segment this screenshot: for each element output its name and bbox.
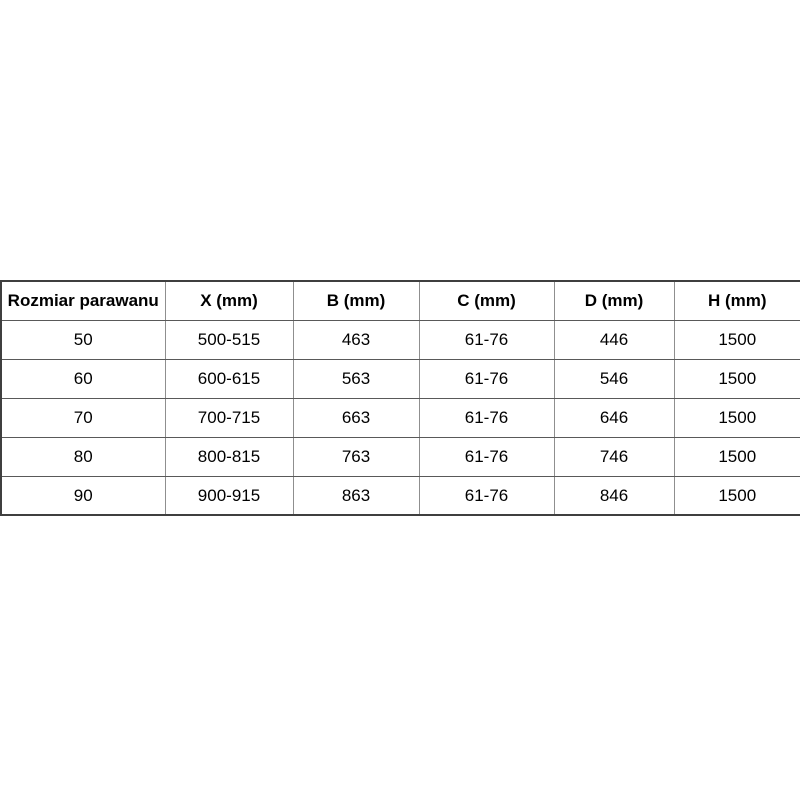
table-cell: 61-76: [419, 398, 554, 437]
column-header-d-mm: D (mm): [554, 281, 674, 320]
table-cell: 61-76: [419, 320, 554, 359]
table-cell: 900-915: [165, 476, 293, 515]
table-cell: 1500: [674, 320, 800, 359]
table-body: [1, 320, 800, 515]
table-cell: 60: [1, 359, 165, 398]
table-cell: 80: [1, 437, 165, 476]
table-cell: 500-515: [165, 320, 293, 359]
table-cell: 61-76: [419, 476, 554, 515]
table-cell: 746: [554, 437, 674, 476]
table-cell: 563: [293, 359, 419, 398]
table-row: [1, 398, 800, 437]
table-cell: 763: [293, 437, 419, 476]
table-cell: 1500: [674, 398, 800, 437]
table-cell: 1500: [674, 437, 800, 476]
table-cell: 800-815: [165, 437, 293, 476]
table-cell: 600-615: [165, 359, 293, 398]
table-cell: 50: [1, 320, 165, 359]
column-header-h-mm: H (mm): [674, 281, 800, 320]
table-row: [1, 437, 800, 476]
table-cell: 90: [1, 476, 165, 515]
table-cell: 546: [554, 359, 674, 398]
column-header-x-mm: X (mm): [165, 281, 293, 320]
table-cell: 1500: [674, 476, 800, 515]
table-cell: 463: [293, 320, 419, 359]
table-cell: 61-76: [419, 359, 554, 398]
column-header-b-mm: B (mm): [293, 281, 419, 320]
size-spec-table: [0, 280, 800, 516]
table-cell: 61-76: [419, 437, 554, 476]
table-cell: 863: [293, 476, 419, 515]
table-cell: 846: [554, 476, 674, 515]
table-header-row: [1, 281, 800, 320]
table-cell: 663: [293, 398, 419, 437]
table-row: [1, 320, 800, 359]
table-cell: 700-715: [165, 398, 293, 437]
column-header-rozmiar-parawanu: Rozmiar parawanu: [1, 281, 165, 320]
column-header-c-mm: C (mm): [419, 281, 554, 320]
table-cell: 646: [554, 398, 674, 437]
table-cell: 70: [1, 398, 165, 437]
table-row: [1, 359, 800, 398]
table-cell: 446: [554, 320, 674, 359]
table-cell: 1500: [674, 359, 800, 398]
table-row: [1, 476, 800, 515]
